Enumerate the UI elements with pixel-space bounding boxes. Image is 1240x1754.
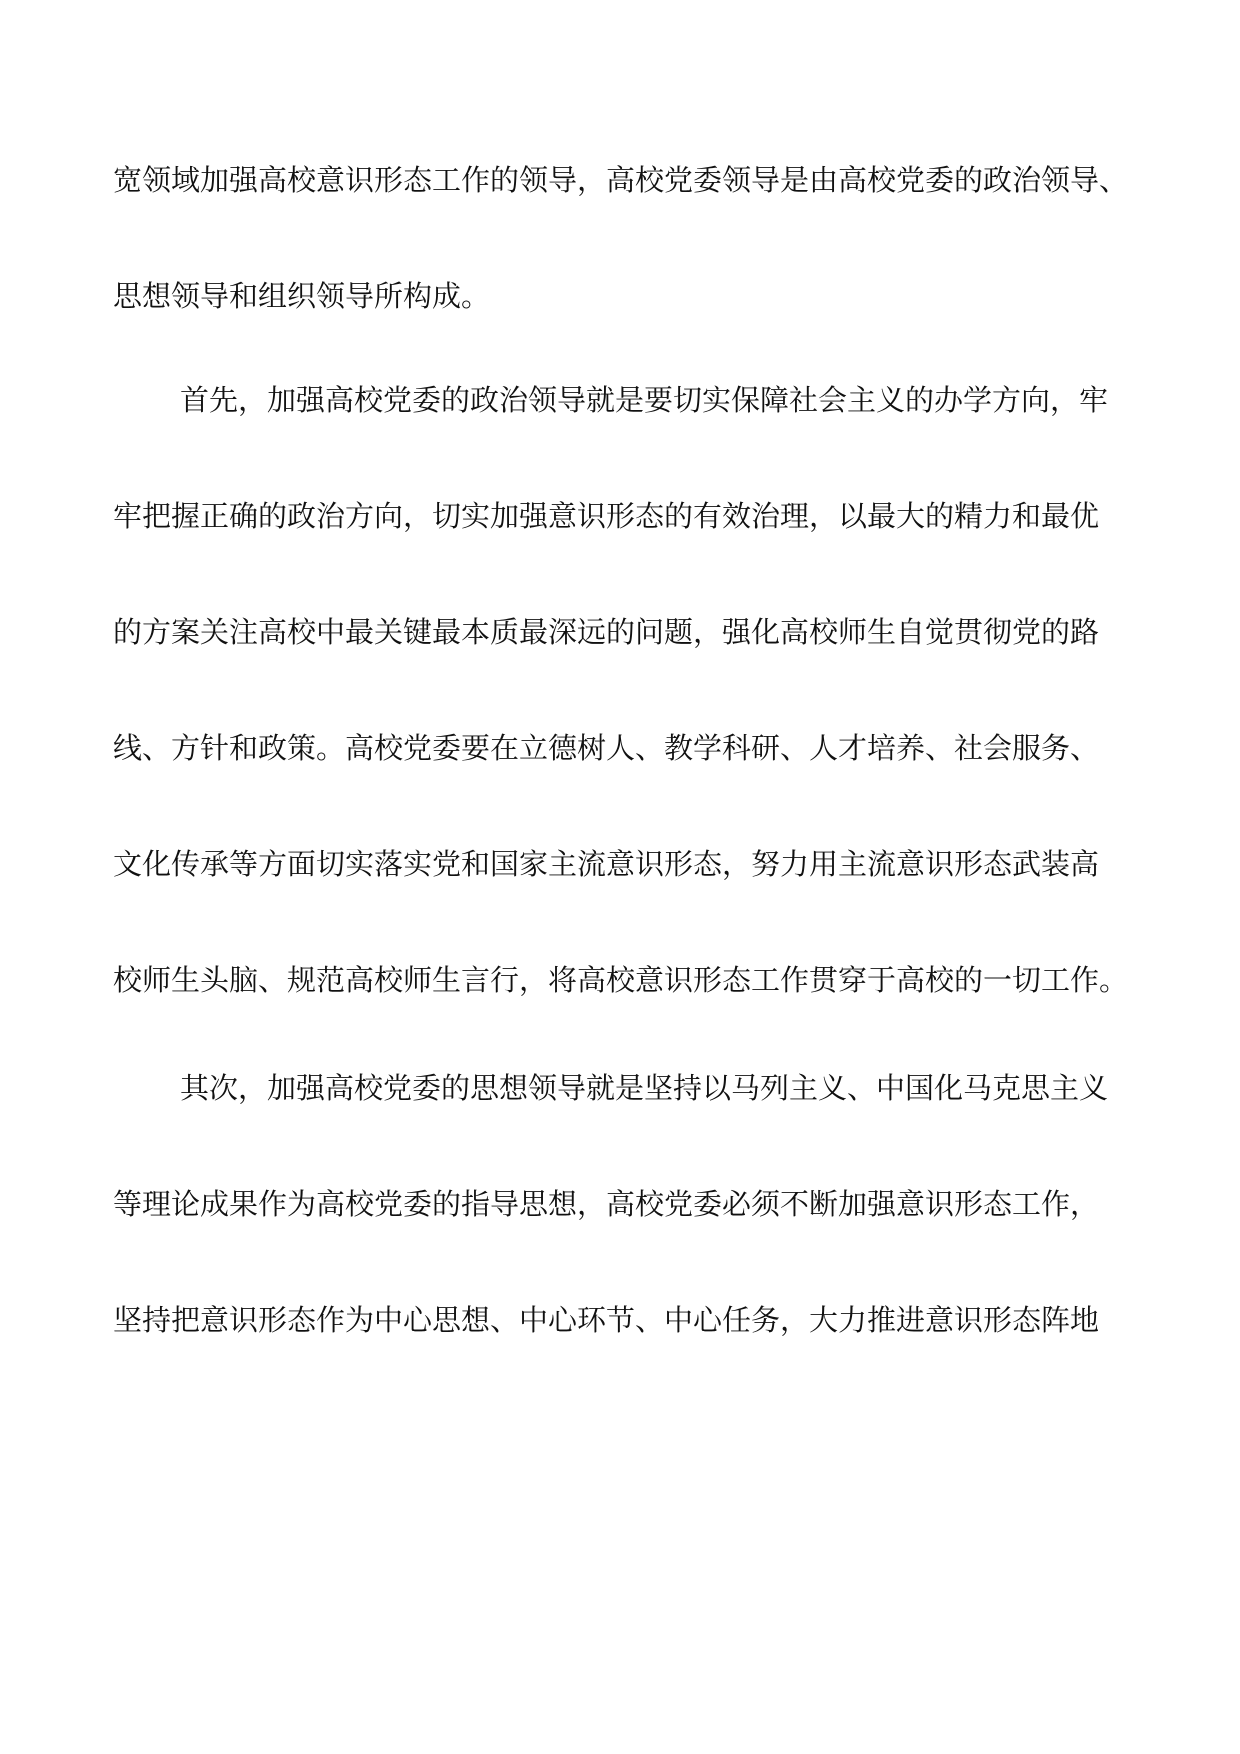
text-line: 等理论成果作为高校党委的指导思想，高校党委必须不断加强意识形态工作， (113, 1187, 1100, 1221)
text-line: 思想领导和组织领导所构成。 (113, 279, 491, 313)
text-line: 的方案关注高校中最关键最本质最深远的问题，强化高校师生自觉贯彻党的路 (113, 615, 1100, 649)
paragraph-start-line: 首先，加强高校党委的政治领导就是要切实保障社会主义的办学方向，牢 (180, 383, 1109, 417)
text-line: 线、方针和政策。高校党委要在立德树人、教学科研、人才培养、社会服务、 (113, 731, 1100, 765)
text-line: 文化传承等方面切实落实党和国家主流意识形态，努力用主流意识形态武装高 (113, 847, 1100, 881)
text-line: 坚持把意识形态作为中心思想、中心环节、中心任务，大力推进意识形态阵地 (113, 1303, 1100, 1337)
text-line: 宽领域加强高校意识形态工作的领导，高校党委领导是由高校党委的政治领导、 (113, 163, 1129, 197)
text-line: 校师生头脑、规范高校师生言行，将高校意识形态工作贯穿于高校的一切工作。 (113, 963, 1129, 997)
paragraph-start-line: 其次，加强高校党委的思想领导就是坚持以马列主义、中国化马克思主义 (180, 1071, 1109, 1105)
text-line: 牢把握正确的政治方向，切实加强意识形态的有效治理，以最大的精力和最优 (113, 499, 1100, 533)
